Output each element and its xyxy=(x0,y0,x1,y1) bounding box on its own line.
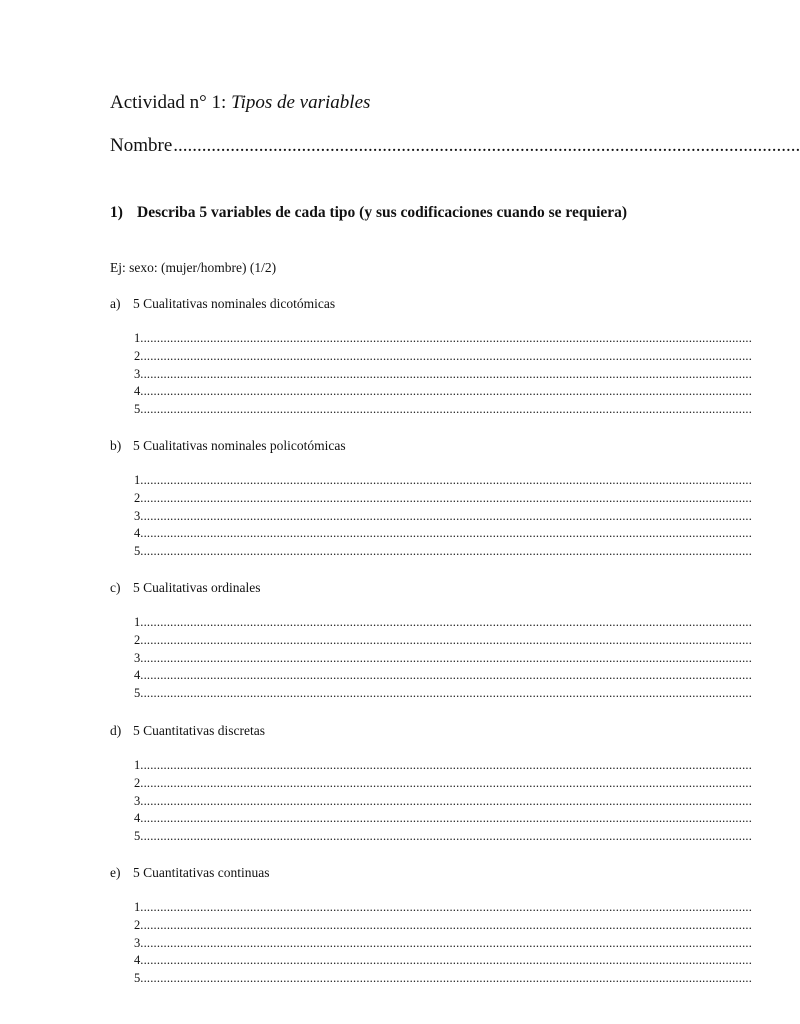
section-heading xyxy=(110,438,346,454)
section-heading xyxy=(110,723,265,739)
answer-line[interactable] xyxy=(134,614,753,632)
answer-line-dots: ........................................................................................................................................................................................ xyxy=(140,473,753,487)
answer-line-number: 1 xyxy=(134,900,141,914)
answer-line-dots: ........................................................................................................................................................................................ xyxy=(140,829,753,844)
answer-line[interactable] xyxy=(134,383,753,401)
answer-lines xyxy=(134,330,753,419)
answer-line[interactable] xyxy=(134,775,753,793)
answer-line[interactable] xyxy=(134,366,753,384)
section-heading xyxy=(110,296,335,312)
answer-line-dots: ........................................................................................................................................................................................ xyxy=(140,615,753,629)
section-letter: c) xyxy=(110,580,121,595)
section-title: 5 Cualitativas nominales dicotómicas xyxy=(133,296,336,311)
answer-line[interactable] xyxy=(134,490,753,508)
answer-line-dots: ........................................................................................................................................................................................ xyxy=(140,758,753,772)
answer-line-number: 3 xyxy=(134,650,141,665)
answer-line-number: 1 xyxy=(134,473,141,487)
answer-line-dots: ........................................................................................................................................................................................ xyxy=(140,490,753,505)
page-title xyxy=(110,92,370,114)
answer-line-number: 5 xyxy=(134,829,141,844)
answer-line-dots: ........................................................................................................................................................................................ xyxy=(140,775,753,790)
answer-line-number: 3 xyxy=(134,935,141,950)
answer-line[interactable] xyxy=(134,650,753,668)
answer-line[interactable] xyxy=(134,472,753,490)
answer-line-number: 5 xyxy=(134,686,141,701)
question-number: 1) xyxy=(110,204,123,221)
answer-line-number: 4 xyxy=(134,526,141,541)
answer-line-dots: ........................................................................................................................................................................................ xyxy=(140,331,753,345)
answer-line-dots: ........................................................................................................................................................................................ xyxy=(140,811,753,826)
question-1 xyxy=(110,202,658,223)
answer-line-number: 2 xyxy=(134,632,141,647)
answer-line-number: 4 xyxy=(134,668,141,683)
answer-line[interactable] xyxy=(134,935,753,953)
title-italic: Tipos de variables xyxy=(231,92,371,113)
answer-lines xyxy=(134,757,753,846)
answer-line-dots: ........................................................................................................................................................................................ xyxy=(140,650,753,665)
answer-line-number: 3 xyxy=(134,793,141,808)
answer-line-number: 2 xyxy=(134,490,141,505)
answer-line[interactable] xyxy=(134,685,753,703)
answer-line[interactable] xyxy=(134,330,753,348)
section-title: 5 Cualitativas nominales policotómicas xyxy=(133,438,346,453)
answer-line[interactable] xyxy=(134,899,753,917)
answer-line[interactable] xyxy=(134,810,753,828)
answer-line-number: 5 xyxy=(134,402,141,417)
answer-line-number: 5 xyxy=(134,971,141,986)
name-label: Nombre xyxy=(110,135,173,156)
answer-line[interactable] xyxy=(134,543,753,561)
section-letter: b) xyxy=(110,438,122,453)
name-field xyxy=(110,135,800,157)
section-title: 5 Cuantitativas discretas xyxy=(133,723,265,738)
section-title: 5 Cuantitativas continuas xyxy=(133,865,270,880)
answer-line-dots: ........................................................................................................................................................................................ xyxy=(140,632,753,647)
answer-line-dots: ........................................................................................................................................................................................ xyxy=(140,900,753,914)
answer-line-dots: ........................................................................................................................................................................................ xyxy=(140,686,753,701)
answer-lines xyxy=(134,614,753,703)
answer-line[interactable] xyxy=(134,757,753,775)
answer-line[interactable] xyxy=(134,952,753,970)
answer-line-dots: ........................................................................................................................................................................................ xyxy=(140,366,753,381)
answer-line[interactable] xyxy=(134,525,753,543)
answer-line-number: 3 xyxy=(134,508,141,523)
answer-line-number: 2 xyxy=(134,348,141,363)
answer-line-dots: ........................................................................................................................................................................................ xyxy=(140,917,753,932)
answer-line-number: 1 xyxy=(134,615,141,629)
answer-line-dots: ........................................................................................................................................................................................ xyxy=(140,508,753,523)
answer-line[interactable] xyxy=(134,632,753,650)
answer-line-dots: ........................................................................................................................................................................................ xyxy=(140,402,753,417)
answer-line-dots: ........................................................................................................................................................................................ xyxy=(140,953,753,968)
name-dots: .................................................................................................................................... xyxy=(173,135,800,156)
answer-line-number: 3 xyxy=(134,366,141,381)
section-title: 5 Cualitativas ordinales xyxy=(133,580,261,595)
answer-line[interactable] xyxy=(134,970,753,988)
title-main: Actividad n° 1: xyxy=(110,92,227,113)
answer-line[interactable] xyxy=(134,401,753,419)
answer-line-number: 1 xyxy=(134,758,141,772)
example-text: Ej: sexo: (mujer/hombre) (1/2) xyxy=(110,260,277,275)
answer-line[interactable] xyxy=(134,917,753,935)
answer-line-number: 4 xyxy=(134,811,141,826)
section-heading xyxy=(110,865,269,881)
answer-line[interactable] xyxy=(134,793,753,811)
answer-lines xyxy=(134,472,753,561)
section-heading xyxy=(110,580,260,596)
answer-lines xyxy=(134,899,753,988)
section-letter: a) xyxy=(110,296,121,311)
answer-line[interactable] xyxy=(134,348,753,366)
answer-line-dots: ........................................................................................................................................................................................ xyxy=(140,668,753,683)
answer-line-number: 2 xyxy=(134,917,141,932)
answer-line-dots: ........................................................................................................................................................................................ xyxy=(140,526,753,541)
answer-line-number: 1 xyxy=(134,331,141,345)
answer-line-dots: ........................................................................................................................................................................................ xyxy=(140,793,753,808)
answer-line[interactable] xyxy=(134,508,753,526)
section-letter: e) xyxy=(110,865,121,880)
answer-line-number: 4 xyxy=(134,384,141,399)
answer-line[interactable] xyxy=(134,828,753,846)
answer-line-dots: ........................................................................................................................................................................................ xyxy=(140,971,753,986)
answer-line-dots: ........................................................................................................................................................................................ xyxy=(140,544,753,559)
question-text: Describa 5 variables de cada tipo (y sus codificaciones cuando se requiera) xyxy=(137,204,628,221)
section-letter: d) xyxy=(110,723,122,738)
answer-line-number: 2 xyxy=(134,775,141,790)
answer-line-number: 4 xyxy=(134,953,141,968)
answer-line-dots: ........................................................................................................................................................................................ xyxy=(140,384,753,399)
answer-line[interactable] xyxy=(134,667,753,685)
answer-line-dots: ........................................................................................................................................................................................ xyxy=(140,348,753,363)
answer-line-dots: ........................................................................................................................................................................................ xyxy=(140,935,753,950)
answer-line-number: 5 xyxy=(134,544,141,559)
